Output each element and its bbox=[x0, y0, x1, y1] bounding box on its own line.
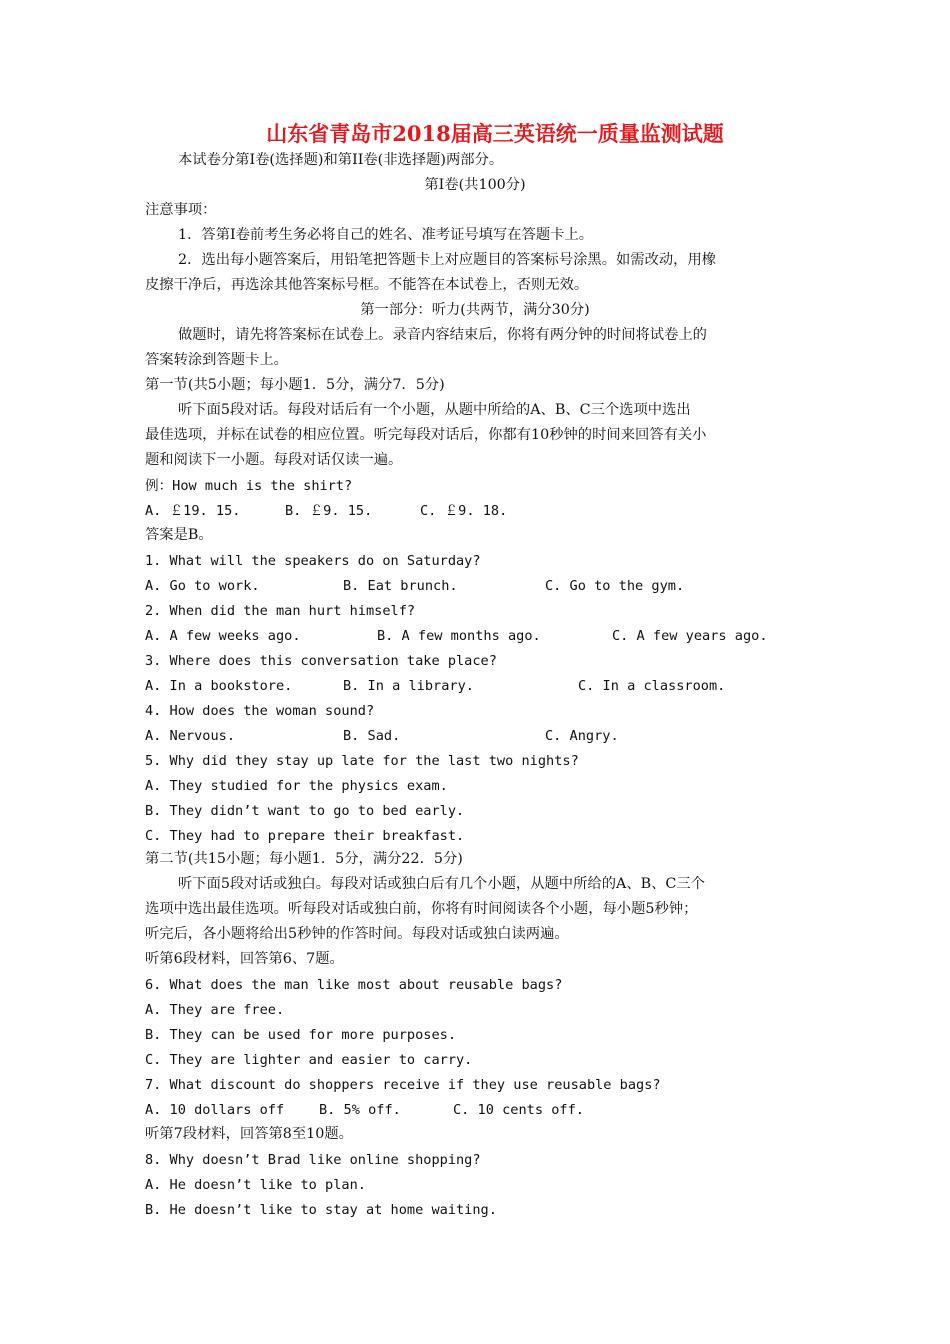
section-instruction: 听完后，各小题将给出5秒钟的作答时间。每段对话或独白读两遍。 bbox=[145, 926, 569, 942]
option-b: B. Eat brunch. bbox=[343, 578, 458, 594]
part-heading: 第一部分：听力(共两节，满分30分) bbox=[360, 302, 590, 318]
example-question: 例：How much is the shirt? bbox=[145, 478, 353, 494]
option-a: A. In a bookstore. bbox=[145, 678, 293, 694]
notice-item-1: 1．答第I卷前考生务必将自己的姓名、准考证号填写在答题卡上。 bbox=[178, 227, 594, 243]
example-answer: 答案是B。 bbox=[145, 527, 213, 543]
intro-text: 本试卷分第I卷(选择题)和第II卷(非选择题)两部分。 bbox=[178, 152, 504, 168]
option-c: C. In a classroom. bbox=[578, 678, 726, 694]
option-a: A. 10 dollars off bbox=[145, 1102, 285, 1118]
question-5-option-c: C. They had to prepare their breakfast. bbox=[145, 828, 465, 844]
option-c: C. ￡9. 18. bbox=[420, 503, 508, 519]
notice-heading: 注意事项： bbox=[145, 202, 217, 218]
question-1: 1. What will the speakers do on Saturday? bbox=[145, 553, 481, 569]
section-instruction: 听下面5段对话或独白。每段对话或独白后有几个小题，从题中所给的A、B、C三个 bbox=[178, 876, 705, 892]
option-a: A. A few weeks ago. bbox=[145, 628, 301, 644]
option-a: A. Go to work. bbox=[145, 578, 260, 594]
option-c: C. Angry. bbox=[545, 728, 619, 744]
question-6-option-a: A. They are free. bbox=[145, 1002, 285, 1018]
option-a: A. Nervous. bbox=[145, 728, 236, 744]
material-heading: 听第7段材料，回答第8至10题。 bbox=[145, 1126, 353, 1142]
section-heading: 第一节(共5小题；每小题1．5分，满分7．5分) bbox=[145, 377, 445, 393]
question-2-options bbox=[145, 626, 795, 646]
section-instruction: 听下面5段对话。每段对话后有一个小题，从题中所给的A、B、C三个选项中选出 bbox=[178, 402, 691, 418]
page-title: 山东省青岛市2018届高三英语统一质量监测试题 bbox=[266, 121, 724, 146]
section-instruction: 选项中选出最佳选项。听每段对话或独白前，你将有时间阅读各个小题，每小题5秒钟； bbox=[145, 901, 698, 917]
question-4-options bbox=[145, 726, 745, 746]
question-7: 7. What discount do shoppers receive if they use reusable bags? bbox=[145, 1077, 661, 1093]
option-b: B. In a library. bbox=[343, 678, 474, 694]
question-6: 6. What does the man like most about reusable bags? bbox=[145, 977, 563, 993]
question-3-options bbox=[145, 676, 795, 696]
section-instruction: 最佳选项，并标在试卷的相应位置。听完每段对话后，你都有10秒钟的时间来回答有关小 bbox=[145, 427, 707, 443]
question-8-option-b: B. He doesn’t like to stay at home waiting. bbox=[145, 1202, 497, 1218]
example-options bbox=[145, 501, 645, 521]
question-6-option-c: C. They are lighter and easier to carry. bbox=[145, 1052, 473, 1068]
question-3: 3. Where does this conversation take place? bbox=[145, 653, 497, 669]
option-b: B. ￡9. 15. bbox=[285, 503, 373, 519]
option-b: B. 5% off. bbox=[319, 1102, 401, 1118]
question-5-option-b: B. They didn’t want to go to bed early. bbox=[145, 803, 465, 819]
question-6-option-b: B. They can be used for more purposes. bbox=[145, 1027, 456, 1043]
option-b: B. A few months ago. bbox=[377, 628, 541, 644]
section-heading: 第二节(共15小题；每小题1．5分，满分22．5分) bbox=[145, 851, 463, 867]
option-c: C. 10 cents off. bbox=[453, 1102, 584, 1118]
instruction-line: 答案转涂到答题卡上。 bbox=[145, 352, 288, 368]
notice-item-2: 2．选出每小题答案后，用铅笔把答题卡上对应题目的答案标号涂黑。如需改动，用橡 bbox=[178, 252, 717, 268]
section-instruction: 题和阅读下一小题。每段对话仅读一遍。 bbox=[145, 452, 403, 468]
question-7-options bbox=[145, 1100, 645, 1120]
option-a: A. ￡19. 15. bbox=[145, 503, 241, 519]
option-b: B. Sad. bbox=[343, 728, 401, 744]
option-c: C. A few years ago. bbox=[612, 628, 768, 644]
question-8: 8. Why doesn’t Brad like online shopping? bbox=[145, 1152, 481, 1168]
question-5-option-a: A. They studied for the physics exam. bbox=[145, 778, 448, 794]
question-5: 5. Why did they stay up late for the last two nights? bbox=[145, 753, 579, 769]
instruction-line: 做题时，请先将答案标在试卷上。录音内容结束后，你将有两分钟的时间将试卷上的 bbox=[178, 327, 707, 343]
material-heading: 听第6段材料，回答第6、7题。 bbox=[145, 951, 344, 967]
option-c: C. Go to the gym. bbox=[545, 578, 685, 594]
question-8-option-a: A. He doesn’t like to plan. bbox=[145, 1177, 366, 1193]
notice-item-2-cont: 皮擦干净后，再选涂其他答案标号框。不能答在本试卷上，否则无效。 bbox=[145, 277, 589, 293]
question-2: 2. When did the man hurt himself? bbox=[145, 603, 416, 619]
volume-heading: 第I卷(共100分) bbox=[424, 177, 526, 193]
question-1-options bbox=[145, 576, 745, 596]
question-4: 4. How does the woman sound? bbox=[145, 703, 375, 719]
